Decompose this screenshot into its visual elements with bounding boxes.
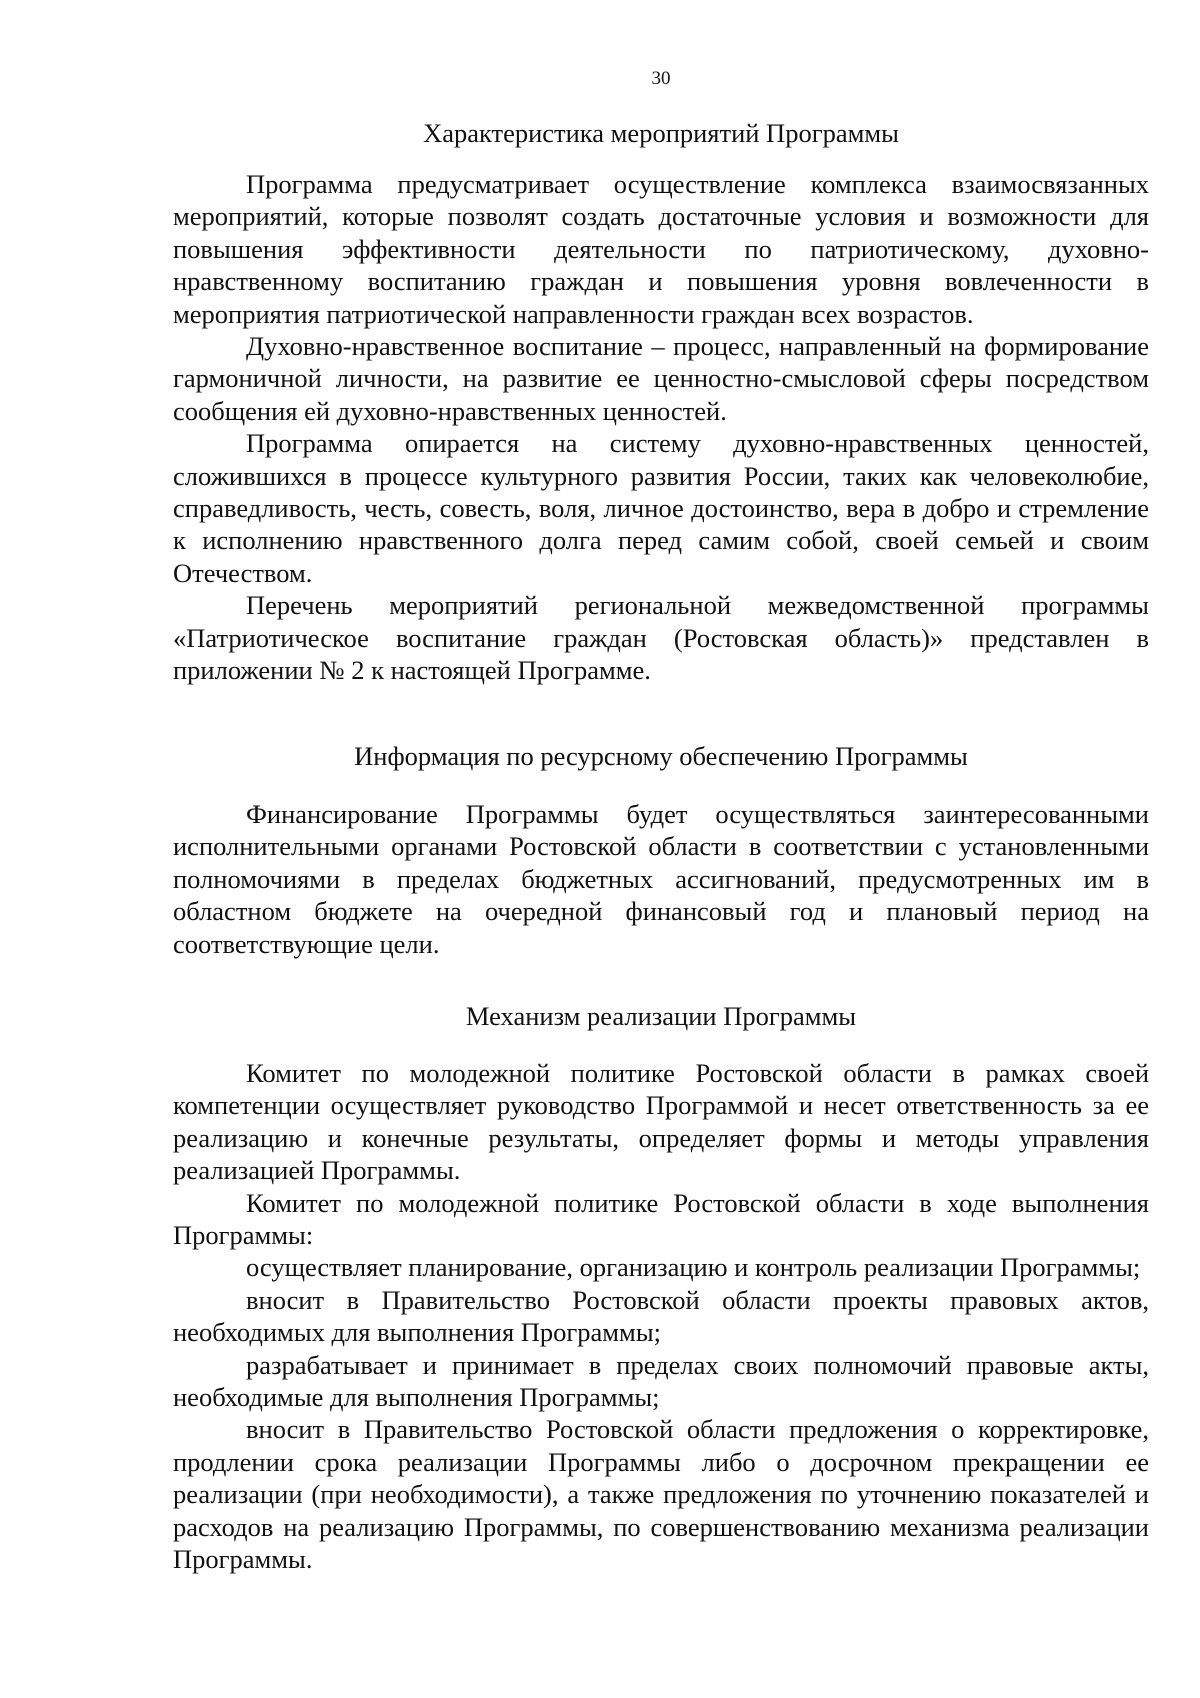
- paragraph: Программа предусматривает осуществление комплекса взаимосвязанных мероприятий, которые позволят создать достаточные условия и возможности для повышения эффективности деятельности по патриотическому, духовно-нравственному воспитанию граждан и повышения уровня вовлеченности в мероприятия патриотической направленности граждан всех возрастов.: [173, 169, 1149, 329]
- section-body-program-activities: [173, 168, 1149, 687]
- paragraph: осуществляет планирование, организацию и контроль реализации Программы;: [246, 1252, 1141, 1283]
- section-heading-implementation-mechanism: Механизм реализации Программы: [465, 1001, 857, 1031]
- paragraph: Программа опирается на систему духовно-нравственных ценностей, сложившихся в процессе культурного развития России, таких как человеколюбие, справедливость, честь, совесть, воля, личное достоинство, вера в добро и стремление к исполнению нравственного долга перед самим собой, своей семьей и своим Отечеством.: [173, 428, 1149, 588]
- section-body-resource-provision: [173, 798, 1149, 960]
- page-number: 30: [651, 68, 671, 89]
- paragraph: Комитет по молодежной политике Ростовской области в ходе выполнения Программы:: [173, 1187, 1149, 1251]
- section-body-implementation-mechanism: [173, 1057, 1149, 1576]
- section-heading-resource-provision: Информация по ресурсному обеспечению Программы: [354, 741, 968, 771]
- paragraph: Перечень мероприятий региональной межведомственной программы «Патриотическое воспитание граждан (Ростовская область)» представлен в приложении № 2 к настоящей Программе.: [173, 590, 1149, 686]
- paragraph: Комитет по молодежной политике Ростовской области в рамках своей компетенции осуществляет руководство Программой и несет ответственность за ее реализацию и конечные результаты, определяет формы и методы управления реализацией Программы.: [173, 1058, 1149, 1186]
- section-heading-program-activities: Характеристика мероприятий Программы: [423, 118, 899, 148]
- paragraph: вносит в Правительство Ростовской области предложения о корректировке, продлении срока реализации Программы либо о досрочном прекращении ее реализации (при необходимости), а также предложения по уточнению показателей и расходов на реализацию Программы, по совершенствованию механизма реализации Программы.: [173, 1414, 1149, 1575]
- paragraph: разрабатывает и принимает в пределах своих полномочий правовые акты, необходимые для выполнения Программы;: [173, 1349, 1149, 1413]
- paragraph: Духовно-нравственное воспитание – процесс, направленный на формирование гармоничной личности, на развитие ее ценностно-смысловой сферы посредством сообщения ей духовно-нравственных ценностей.: [173, 331, 1149, 426]
- paragraph: Финансирование Программы будет осуществляться заинтересованными исполнительными органами Ростовской области в соответствии с установленными полномочиями в пределах бюджетных ассигнований, предусмотренных им в областном бюджете на очередной финансовый год и плановый период на соответствующие цели.: [173, 799, 1149, 959]
- paragraph: вносит в Правительство Ростовской области проекты правовых актов, необходимых для выполнения Программы;: [173, 1284, 1149, 1348]
